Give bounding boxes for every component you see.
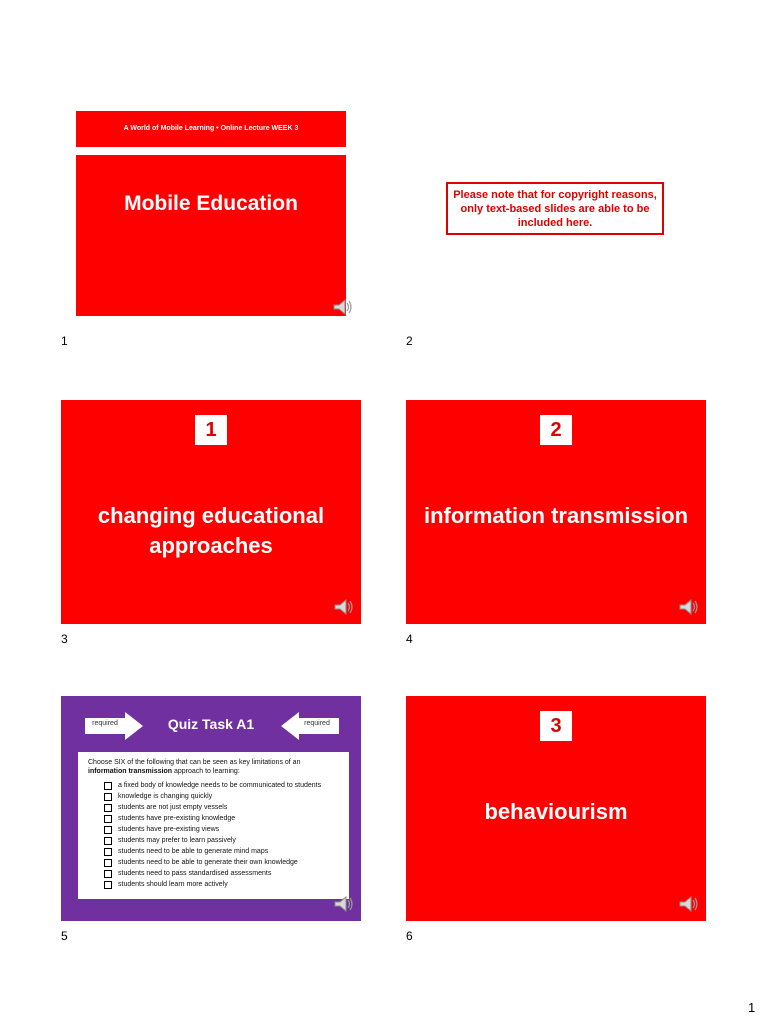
quiz-option-label: students need to pass standardised assessments	[118, 870, 272, 877]
quiz-option[interactable]	[104, 813, 339, 824]
left-required-label: required	[92, 720, 118, 727]
slide5	[61, 696, 361, 921]
quiz-option-label: students should learn more actively	[118, 881, 228, 888]
slide6-badge: 3	[540, 711, 572, 741]
checkbox[interactable]	[104, 848, 112, 856]
speaker-icon[interactable]	[333, 598, 355, 616]
slide6	[406, 696, 706, 921]
quiz-intro	[88, 758, 339, 776]
checkbox[interactable]	[104, 859, 112, 867]
quiz-option-label: a fixed body of knowledge needs to be communicated to students	[118, 782, 322, 789]
slide-number: 4	[406, 632, 413, 646]
checkbox[interactable]	[104, 782, 112, 790]
quiz-option-label: students need to be able to generate their own knowledge	[118, 859, 298, 866]
slide3-title: changing educational approaches	[97, 503, 325, 558]
quiz-intro-post: approach to learning:	[173, 768, 240, 775]
quiz-option[interactable]	[104, 791, 339, 802]
speaker-icon[interactable]	[332, 298, 354, 316]
slide-number: 5	[61, 929, 68, 943]
quiz-option-label: students have pre-existing views	[118, 826, 220, 833]
slide4-badge: 2	[540, 415, 572, 445]
slide-number: 3	[61, 632, 68, 646]
quiz-option-label: students need to be able to generate mind maps	[118, 848, 269, 855]
quiz-option[interactable]	[104, 780, 339, 791]
checkbox[interactable]	[104, 870, 112, 878]
checkbox[interactable]	[104, 815, 112, 823]
slide3-badge: 1	[195, 415, 227, 445]
speaker-icon[interactable]	[333, 895, 355, 913]
slide4	[406, 400, 706, 624]
quiz-option[interactable]	[104, 835, 339, 846]
slide-number: 6	[406, 929, 413, 943]
slide1-header-bar	[76, 111, 346, 147]
checkbox[interactable]	[104, 837, 112, 845]
quiz-option[interactable]	[104, 846, 339, 857]
quiz-panel	[78, 752, 349, 899]
slide1	[76, 155, 346, 316]
checkbox[interactable]	[104, 793, 112, 801]
copyright-notice-text: Please note that for copyright reasons, only text-based slides are able to be included here.	[453, 188, 657, 229]
quiz-option[interactable]	[104, 879, 339, 890]
checkbox[interactable]	[104, 826, 112, 834]
quiz-intro-bold: information transmission	[88, 768, 173, 775]
quiz-option-label: students have pre-existing knowledge	[118, 815, 236, 822]
speaker-icon[interactable]	[678, 598, 700, 616]
slide1-title: Mobile Education	[124, 192, 298, 215]
quiz-option[interactable]	[104, 802, 339, 813]
right-required-label: required	[304, 720, 330, 727]
slide-number: 2	[406, 334, 413, 348]
quiz-title: Quiz Task A1	[167, 716, 255, 732]
checkbox[interactable]	[104, 881, 112, 889]
checkbox[interactable]	[104, 804, 112, 812]
quiz-option[interactable]	[104, 868, 339, 879]
quiz-option-label: students are not just empty vessels	[118, 804, 228, 811]
slide6-title: behaviourism	[484, 799, 628, 824]
copyright-notice	[446, 182, 664, 235]
quiz-intro-pre: Choose SIX of the following that can be seen as key limitations of an	[88, 759, 301, 766]
quiz-option[interactable]	[104, 824, 339, 835]
page-number: 1	[748, 1000, 756, 1015]
slide-number: 1	[61, 334, 68, 348]
slide4-title: information transmission	[423, 503, 689, 528]
quiz-options	[88, 780, 339, 890]
slide3	[61, 400, 361, 624]
quiz-option-label: knowledge is changing quickly	[118, 793, 213, 800]
quiz-option-label: students may prefer to learn passively	[118, 837, 236, 844]
speaker-icon[interactable]	[678, 895, 700, 913]
quiz-option[interactable]	[104, 857, 339, 868]
slide1-header-text: A World of Mobile Learning • Online Lecture WEEK 3	[123, 125, 299, 132]
